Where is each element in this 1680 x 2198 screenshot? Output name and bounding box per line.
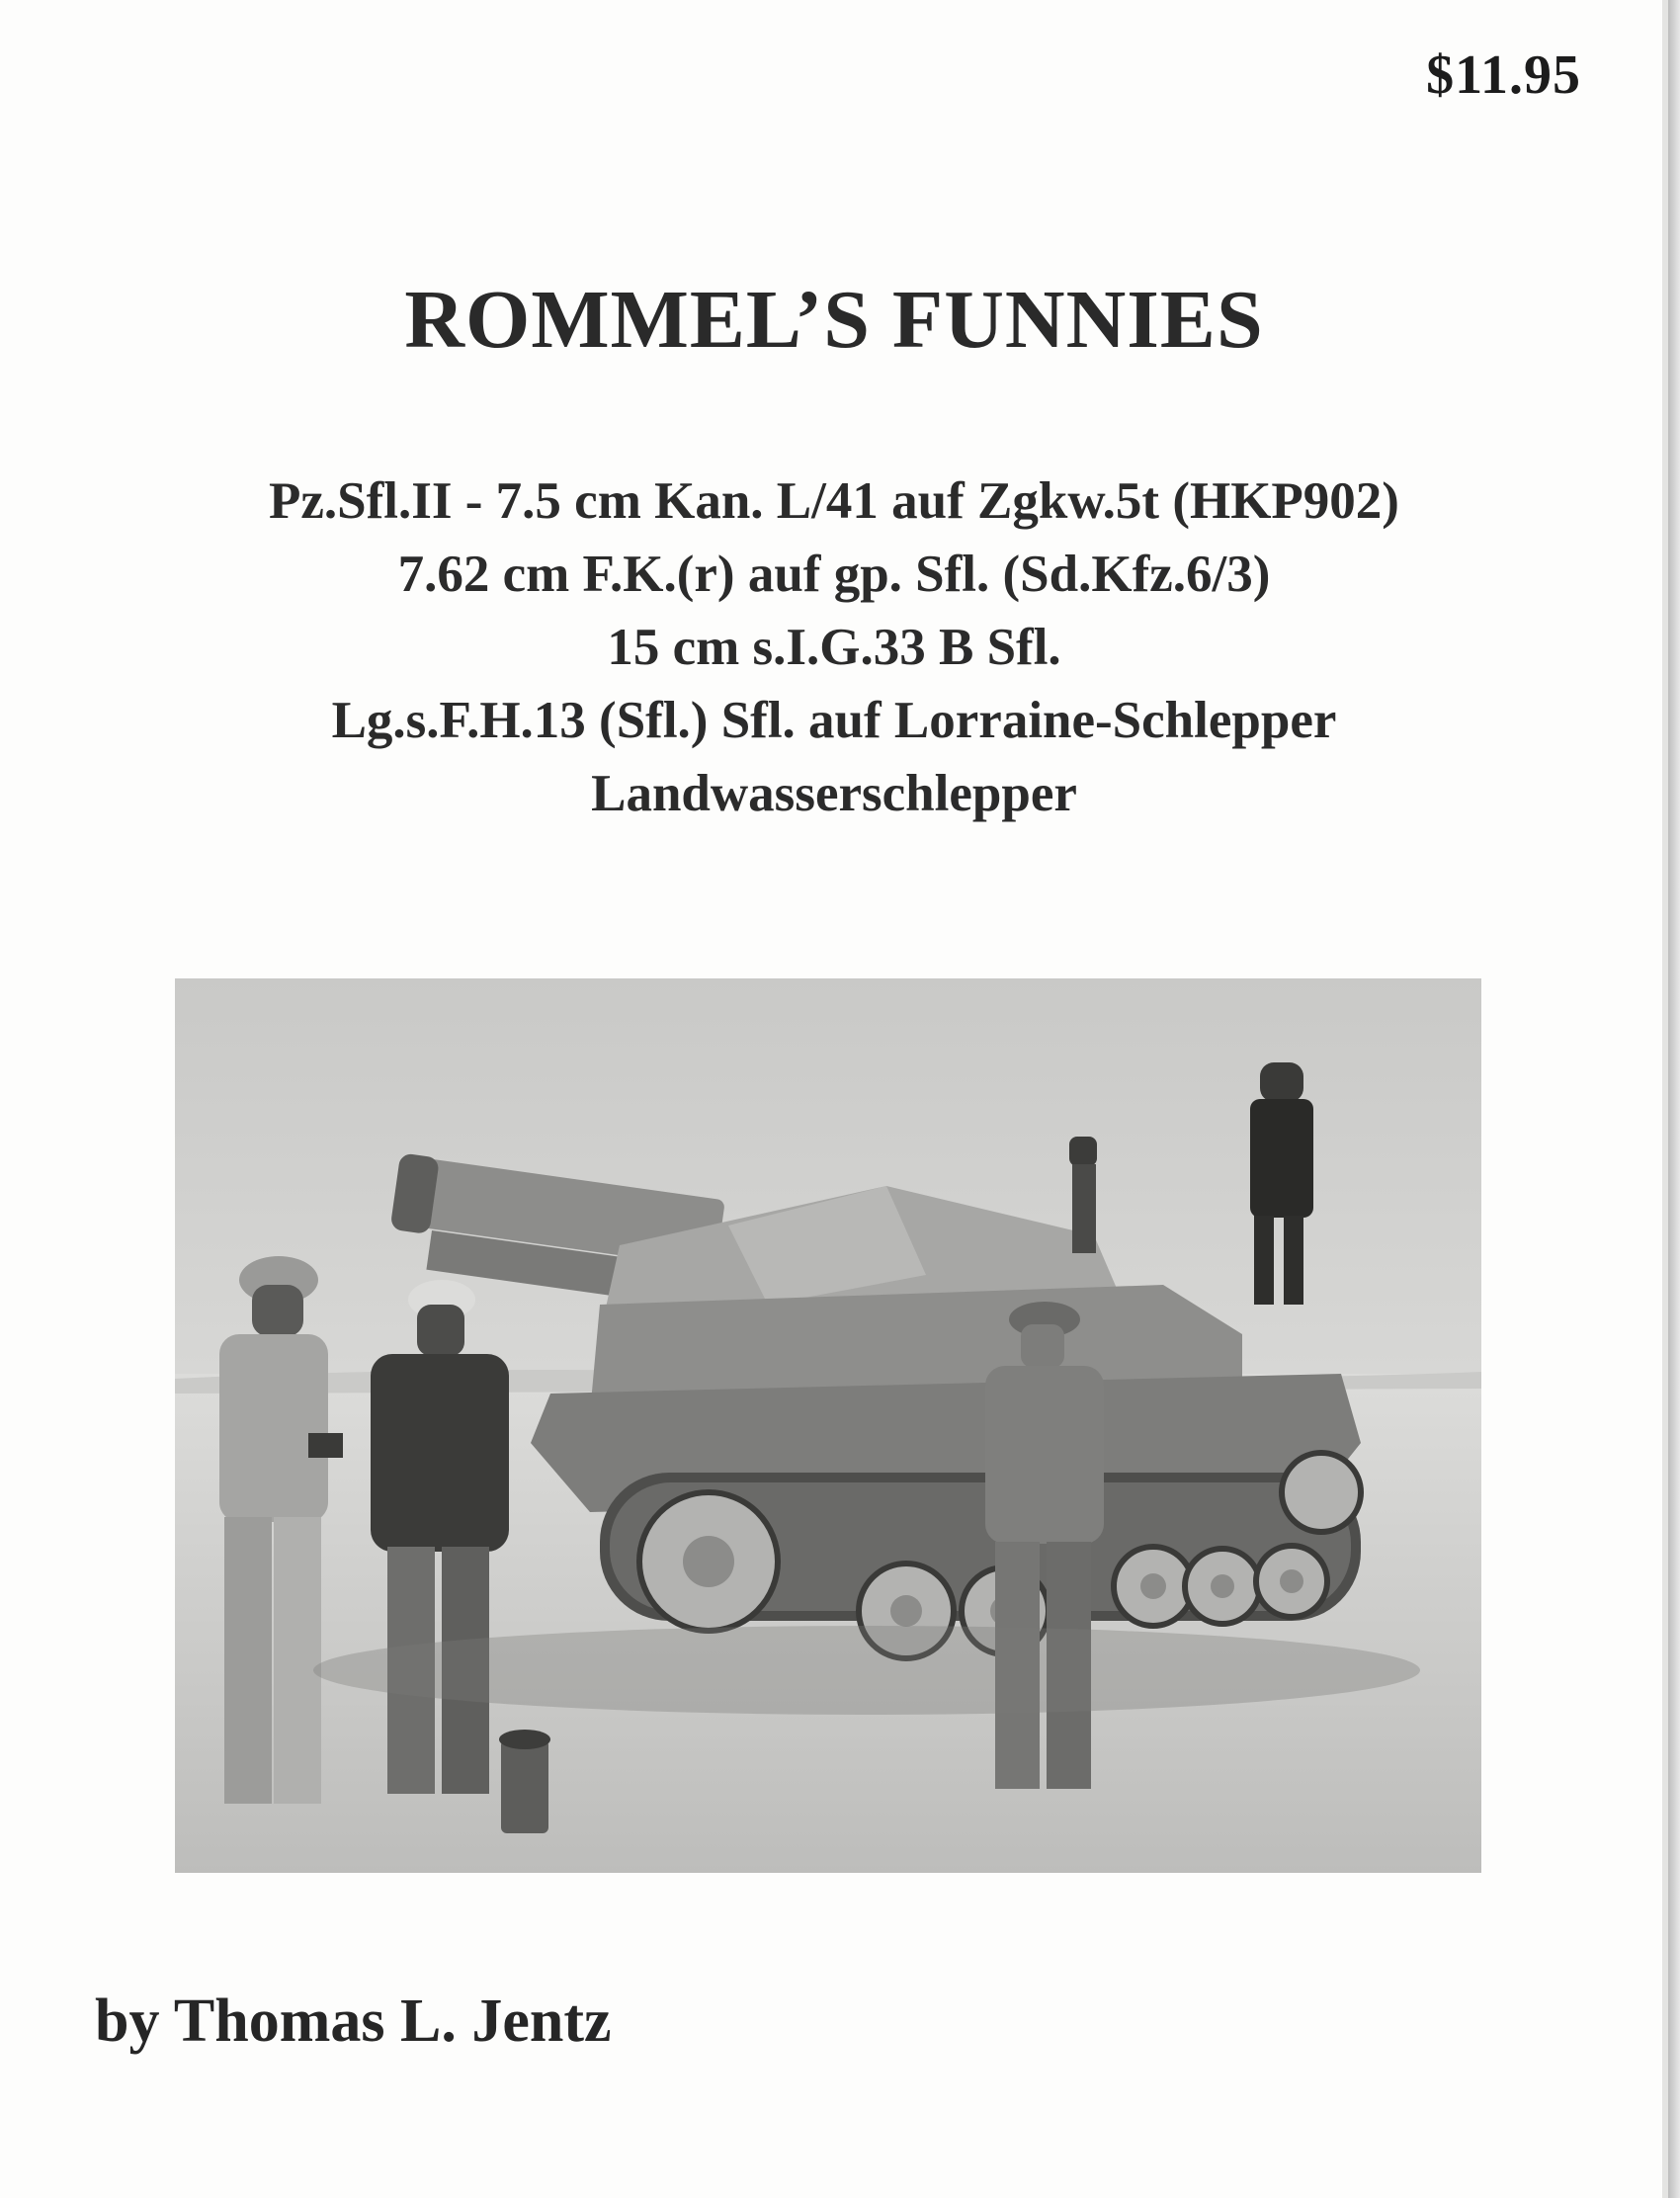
vehicle-line: Pz.Sfl.II - 7.5 cm Kan. L/41 auf Zgkw.5t (HKP902) xyxy=(269,472,1399,530)
book-title: ROMMEL’S FUNNIES xyxy=(404,274,1264,366)
author-byline: by Thomas L. Jentz xyxy=(95,1987,612,2055)
ground-post xyxy=(499,1730,550,1833)
cover-photo xyxy=(175,978,1481,1873)
tank-photo-illustration xyxy=(175,978,1481,1873)
vehicle-list xyxy=(0,465,1668,830)
price-label: $11.95 xyxy=(1426,44,1581,106)
vehicle-line: Landwasserschlepper xyxy=(591,765,1077,822)
vehicle-line: 15 cm s.I.G.33 B Sfl. xyxy=(607,619,1061,676)
vehicle-line: Lg.s.F.H.13 (Sfl.) Sfl. auf Lorraine-Schlepper xyxy=(331,692,1337,749)
vehicle-line: 7.62 cm F.K.(r) auf gp. Sfl. (Sd.Kfz.6/3) xyxy=(397,546,1271,603)
page-edge xyxy=(1668,0,1680,2198)
